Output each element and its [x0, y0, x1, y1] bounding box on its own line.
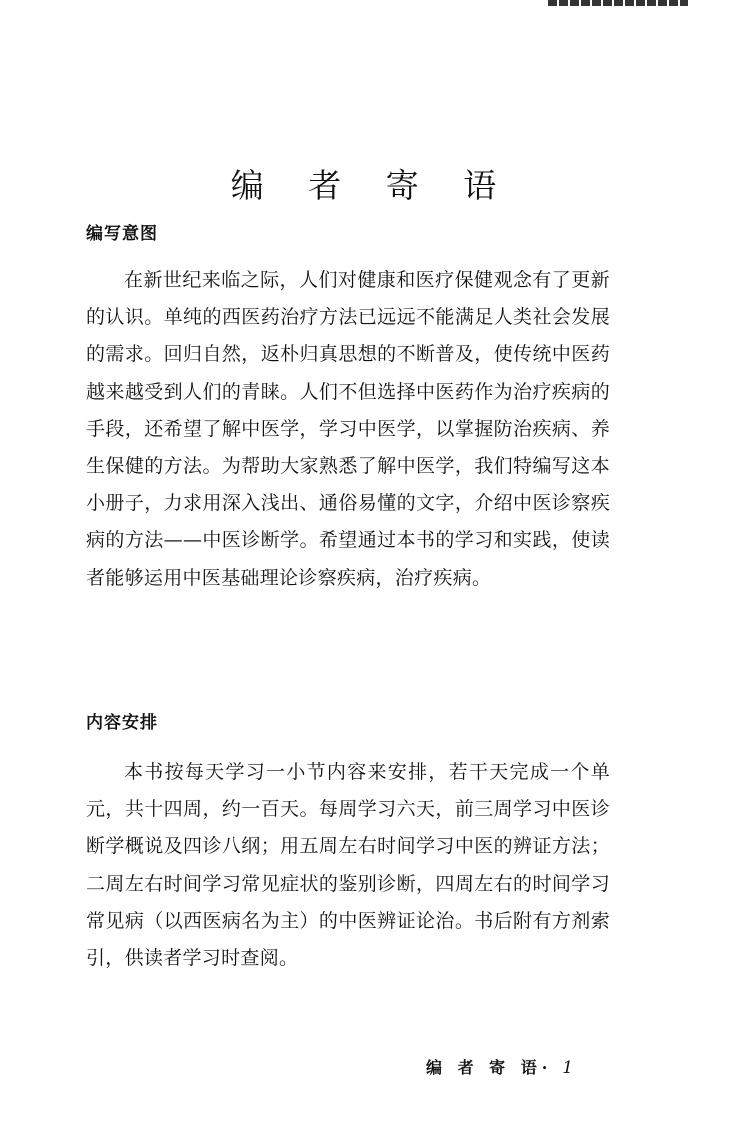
page-title: 编 者 寄 语: [230, 166, 514, 206]
paragraph-intent: 在新世纪来临之际，人们对健康和医疗保健观念有了更新的认识。单纯的西医药治疗方法已远远不能满足人类社会发展的需求。回归自然，返朴归真思想的不断普及，使传统中医药越来越受到人们的青睐。人们不但选择中医药作为治疗疾病的手段，还希望了解中医学，学习中医学，以掌握防治疾病、养生保健的方法。为帮助大家熟悉了解中医学，我们特编写这本小册子，力求用深入浅出、通俗易懂的文字，介绍中医诊察疾病的方法——中医诊断学。希望通过本书的学习和实践，使读者能够运用中医基础理论诊察疾病，治疗疾病。: [86, 269, 610, 589]
page-number: 1: [562, 1058, 574, 1078]
top-edge-mark: [548, 0, 688, 6]
page-footer: [426, 1055, 573, 1078]
section-heading-content: 内容安排: [86, 713, 158, 733]
section-heading-intent: 编写意图: [86, 224, 158, 244]
running-title: 编 者 寄 语·: [426, 1058, 553, 1077]
paragraph-content: 本书按每天学习一小节内容来安排，若干天完成一个单元，共十四周，约一百天。每周学习六天，前三周学习中医诊断学概说及四诊八纲；用五周左右时间学习中医的辨证方法；二周左右时间学习常见症状的鉴别诊断，四周左右的时间学习常见病（以西医病名为主）的中医辨证论治。书后附有方剂索引，供读者学习时查阅。: [86, 761, 610, 970]
